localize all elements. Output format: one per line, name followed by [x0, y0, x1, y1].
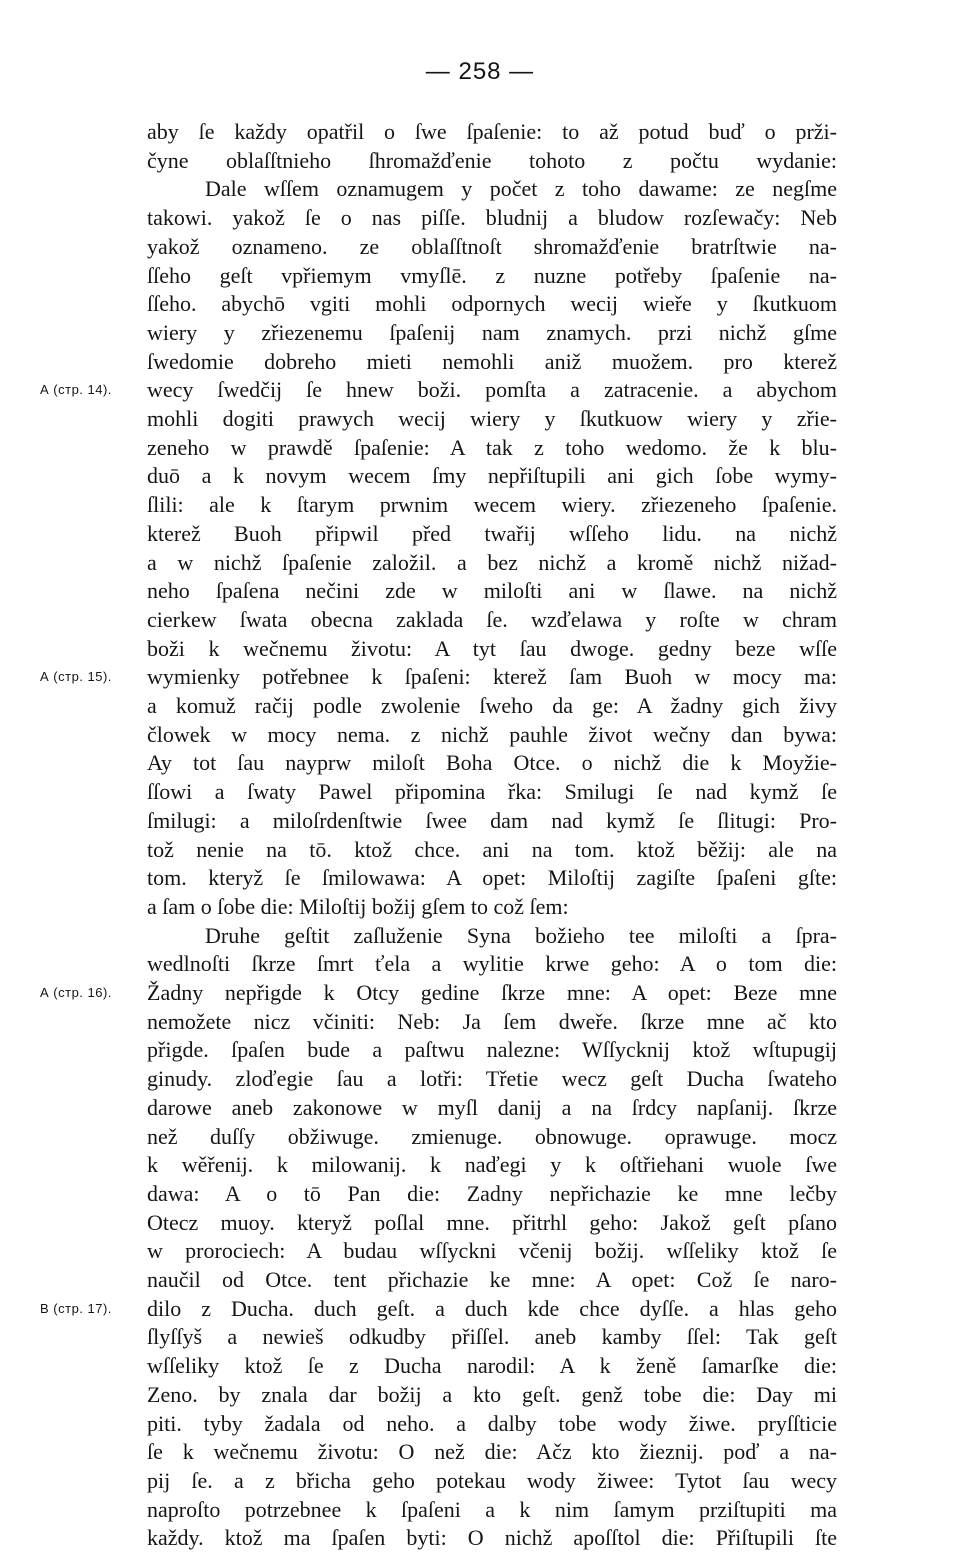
- text-line: boži k wečnemu životu: A tyt ſau dwoge. gedny beze wſſe: [147, 635, 837, 661]
- text-line: naučil od Otce. tent přichazie ke mne: A opet: Což ſe naro-: [147, 1267, 837, 1292]
- text-line: ſmilugi: a miloſrdenſtwie ſwee dam nad kymž ſe ſlitugi: Pro-: [147, 807, 837, 833]
- text-line: wiery y zřiezenemu ſpaſenij nam znamych. przi nichž gſme: [147, 319, 837, 345]
- text-line: ſwedomie dobreho mieti nemohli aniž muožem. pro kterež: [147, 348, 837, 374]
- text-line: yakož oznameno. ze oblaſſtnoſt shromažďenie bratrſtwie na-: [147, 233, 837, 259]
- text-line: k wěřenij. k milowanij. k naďegi y k oſtřiehani wuole ſwe: [147, 1152, 837, 1178]
- text-line: Otecz muoy. kteryž poſlal mne. přitrhl geho: Jakož geſt pſano: [147, 1209, 837, 1235]
- text-line: piti. tyby žadala od neho. a dalby tobe wody žiwe. pryſſticie: [147, 1410, 837, 1436]
- margin-note: А (стр. 14).: [40, 382, 112, 398]
- text-line: a komuž račij podle zwolenie ſweho da ge: A žadny gich živy: [147, 693, 837, 718]
- text-line: aby ſe každy opatřil o ſwe ſpaſenie: to až potud buď o prži-: [147, 119, 837, 144]
- text-line: zeneho w prawdě ſpaſenie: A tak z toho wedomo. že k blu-: [147, 434, 837, 460]
- text-line: Druhe geſtit zaſluženie Syna božieho tee miloſti a ſpra-: [205, 922, 837, 948]
- text-line: tož nenie na tō. ktož chce. ani na tom. ktož běžij: ale na: [147, 836, 837, 862]
- text-line: kterež Buoh připwil před twařij wſſeho lidu. na nichž: [147, 520, 837, 546]
- text-line: tom. kteryž ſe ſmilowawa: A opet: Miloſtij zagiſte ſpaſeni gſte:: [147, 865, 837, 891]
- text-line: w prorociech: A budau wſſyckni včenij božij. wſſeliky ktož ſe: [147, 1238, 837, 1264]
- text-line: a ſam o ſobe die: Miloſtij božij gſem to což ſem:: [147, 893, 569, 919]
- text-line: přigde. ſpaſen bude a paſtwu nalezne: Wſſycknij ktož wſtupugij: [147, 1037, 837, 1063]
- text-line: ſe k wečnemu životu: O než die: Ačz kto žieznij. poď a na-: [147, 1439, 837, 1465]
- text-line: darowe aneb zakonowe w myſl danij a na ſrdcy napſanij. ſkrze: [147, 1094, 837, 1120]
- text-line: Ay tot ſau nayprw miloſt Boha Otce. o nichž die k Moyžie-: [147, 750, 837, 776]
- text-line: než duſſy obžiwuge. zmienuge. obnowuge. oprawuge. mocz: [147, 1123, 837, 1149]
- text-line: pij ſe. a z břicha geho potekau wody žiwee: Tytot ſau wecy: [147, 1467, 837, 1493]
- text-line: ſſowi a ſwaty Pawel připomina řka: Smilugi ſe nad kymž ſe: [147, 779, 837, 805]
- text-line: ſlyſſyš a newieš odkudby přiſſel. aneb kamby ſſel: Tak geſt: [147, 1324, 837, 1350]
- text-line: člowek w mocy nema. z nichž pauhle život wečny dan bywa:: [147, 721, 837, 747]
- text-line: ſlili: ale k ſtarym prwnim wecem wiery. zřiezeneho ſpaſenie.: [147, 492, 837, 518]
- text-line: duō a k novym wecem ſmy nepřiſtupili ani gich ſobe wymy-: [147, 463, 837, 489]
- text-line: takowi. yakož ſe o nas piſſe. bludnij a bludow rozſewačy: Neb: [147, 205, 837, 231]
- text-line: ginudy. zloďegie ſau a lotři: Třetie wecz geſt Ducha ſwateho: [147, 1066, 837, 1092]
- text-line: wecy ſwedčij ſe hnew boži. pomſta a zatracenie. a abychom: [147, 377, 837, 403]
- text-line: Dale wſſem oznamugem y počet z toho dawame: ze negſme: [205, 176, 837, 202]
- text-line: wymienky potřebnee k ſpaſeni: kterež ſam Buoh w mocy ma:: [147, 664, 837, 690]
- text-line: naproſto potrzebnee k ſpaſeni a k nim ſamym prziſtupiti ma: [147, 1496, 837, 1522]
- margin-note: А (стр. 16).: [40, 985, 112, 1000]
- margin-note: В (стр. 17).: [40, 1300, 112, 1316]
- text-line: dawa: A o tō Pan die: Zadny nepřichazie ke mne lečby: [147, 1180, 837, 1206]
- text-line: nemožete nicz včiniti: Neb: Ja ſem dweře. ſkrze mne ač kto: [147, 1008, 837, 1034]
- page-number: — 258 —: [425, 58, 535, 85]
- text-line: a w nichž ſpaſenie založil. a bez nichž a kromě nichž nižad-: [147, 549, 837, 575]
- text-line: mohli dogiti prawych wecij wiery y ſkutkuow wiery y zřie-: [147, 406, 837, 431]
- text-line: Žadny nepřigde k Otcy gedine ſkrze mne: A opet: Beze mne: [147, 980, 837, 1005]
- margin-note: А (стр. 15).: [40, 669, 112, 685]
- text-line: cierkew ſwata obecna zaklada ſe. wzďelawa y roſte w chram: [147, 606, 837, 632]
- text-line: ſſeho. abychō vgiti mohli odpornych wecij wieře y ſkutkuom: [147, 291, 837, 317]
- text-line: wſſeliky ktož ſe z Ducha narodil: A k ženě ſamarſke die:: [147, 1353, 837, 1379]
- text-line: čyne oblaſſtnieho ſhromažďenie tohoto z počtu wydanie:: [147, 147, 837, 173]
- text-line: ſſeho geſt vpřiemym vmyſlē. z nuzne potřeby ſpaſenie na-: [147, 262, 837, 288]
- text-line: wedlnoſti ſkrze ſmrt ťela a wylitie krwe geho: A o tom die:: [147, 951, 837, 977]
- text-line: dilo z Ducha. duch geſt. a duch kde chce dyſſe. a hlas geho: [147, 1295, 837, 1321]
- text-line: Zeno. by znala dar božij a kto geſt. genž tobe die: Day mi: [147, 1381, 837, 1407]
- text-line: neho ſpaſena nečini zde w miloſti ani w ſlawe. na nichž: [147, 578, 837, 604]
- text-line: každy. ktož ma ſpaſen byti: O nichž apoſſtol die: Přiſtupili ſte: [147, 1525, 837, 1551]
